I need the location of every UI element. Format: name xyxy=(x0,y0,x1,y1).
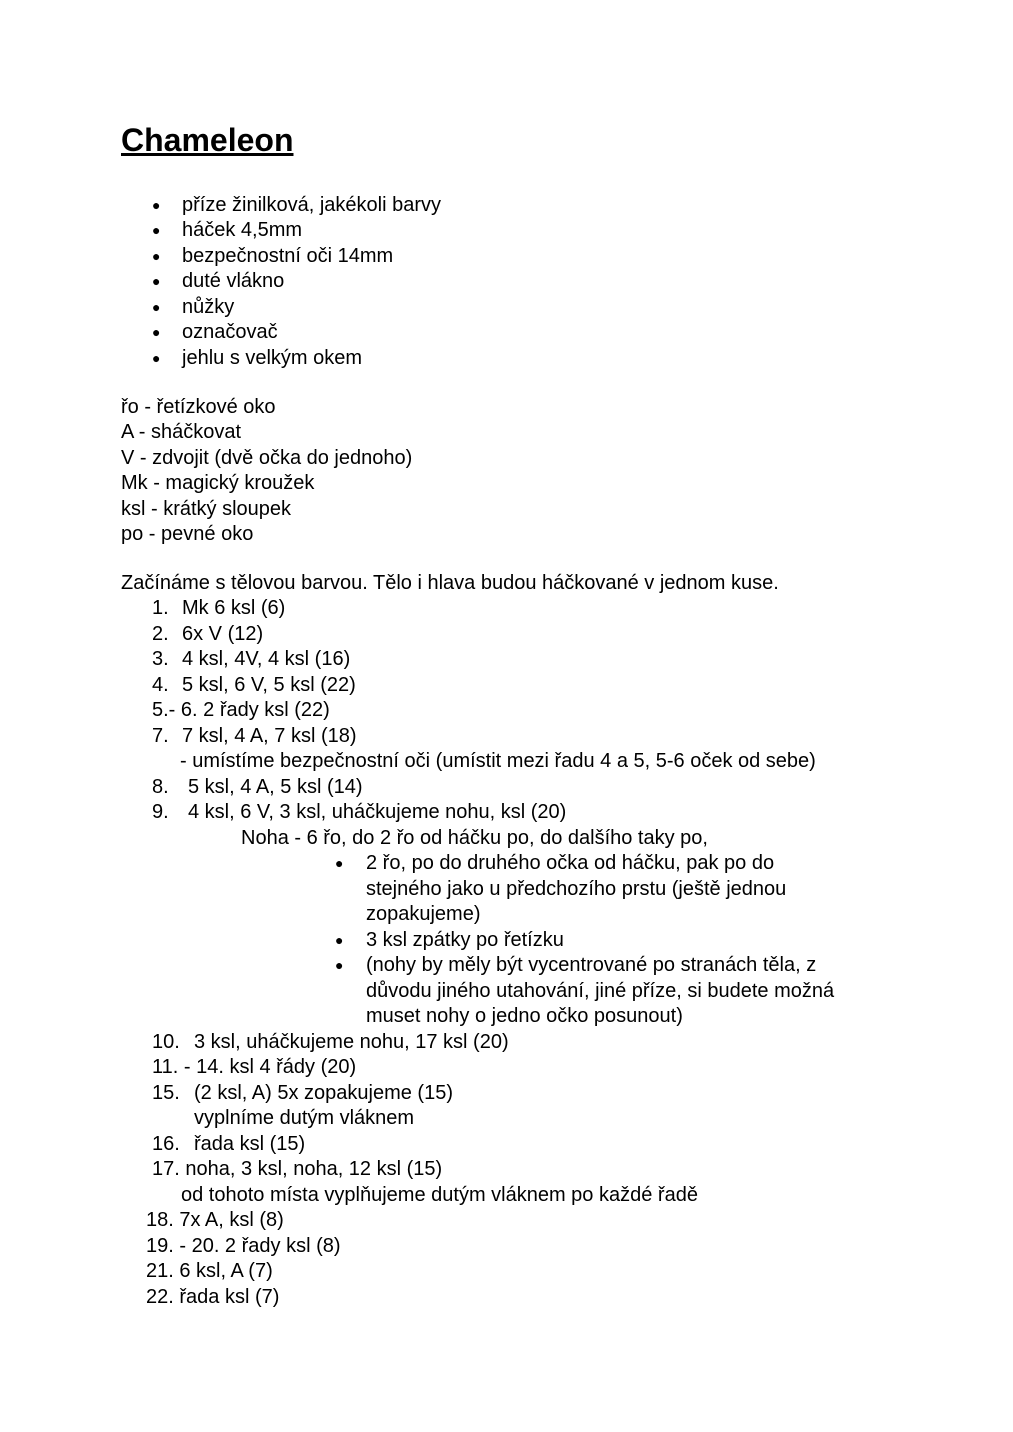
row-number: 8. xyxy=(152,776,169,798)
row-text: 21. 6 ksl, A (7) xyxy=(146,1260,273,1282)
leg-step: muset nohy o jedno očko posunout) xyxy=(366,1005,683,1027)
row-text: 5 ksl, 4 A, 5 ksl (14) xyxy=(188,776,363,798)
row-text: Mk 6 ksl (6) xyxy=(182,597,286,619)
materials-item: háček 4,5mm xyxy=(182,219,303,241)
row-note: vyplníme dutým vláknem xyxy=(194,1107,415,1129)
row-number: 15. xyxy=(152,1082,180,1104)
row-text: 17. noha, 3 ksl, noha, 12 ksl (15) xyxy=(152,1158,443,1180)
abbreviation-item: V - zdvojit (dvě očka do jednoho) xyxy=(121,447,413,469)
leg-step: 3 ksl zpátky po řetízku xyxy=(366,929,564,951)
row-number: 16. xyxy=(152,1133,180,1155)
materials-item: jehlu s velkým okem xyxy=(182,347,363,369)
row-text: 22. řada ksl (7) xyxy=(146,1286,280,1308)
row-text: 18. 7x A, ksl (8) xyxy=(146,1209,284,1231)
abbreviation-item: Mk - magický kroužek xyxy=(121,472,315,494)
bullet-icon: ● xyxy=(152,248,161,264)
bullet-icon: ● xyxy=(335,932,344,948)
row-text: 7 ksl, 4 A, 7 ksl (18) xyxy=(182,725,357,747)
row-text: 19. - 20. 2 řady ksl (8) xyxy=(146,1235,341,1257)
row-text: 4 ksl, 4V, 4 ksl (16) xyxy=(182,648,351,670)
intro-paragraph: Začínáme s tělovou barvou. Tělo i hlava budou háčkované v jednom kuse. xyxy=(121,572,779,594)
row-number: 2. xyxy=(152,623,169,645)
abbreviation-item: řo - řetízkové oko xyxy=(121,396,276,418)
row-note: - umístíme bezpečnostní oči (umístit mezi řadu 4 a 5, 5-6 oček od sebe) xyxy=(180,750,816,772)
materials-item: bezpečnostní oči 14mm xyxy=(182,245,394,267)
leg-instructions: Noha - 6 řo, do 2 řo od háčku po, do dalšího taky po, xyxy=(241,827,708,849)
row-number: 1. xyxy=(152,597,169,619)
leg-step: 2 řo, po do druhého očka od háčku, pak po do xyxy=(366,852,775,874)
row-text: 3 ksl, uháčkujeme nohu, 17 ksl (20) xyxy=(194,1031,509,1053)
row-text: 11. - 14. ksl 4 řády (20) xyxy=(152,1056,357,1078)
leg-step: (nohy by měly být vycentrované po stranách těla, z xyxy=(366,954,817,976)
abbreviation-item: ksl - krátký sloupek xyxy=(121,498,292,520)
leg-step: stejného jako u předchozího prstu (ještě jednou xyxy=(366,878,787,900)
abbreviation-item: po - pevné oko xyxy=(121,523,254,545)
row-note: od tohoto místa vyplňujeme dutým vláknem po každé řadě xyxy=(181,1184,698,1206)
bullet-icon: ● xyxy=(152,273,161,289)
bullet-icon: ● xyxy=(152,324,161,340)
row-text: (2 ksl, A) 5x zopakujeme (15) xyxy=(194,1082,453,1104)
row-text: 6x V (12) xyxy=(182,623,264,645)
row-number: 9. xyxy=(152,801,169,823)
materials-item: označovač xyxy=(182,321,278,343)
abbreviation-item: A - sháčkovat xyxy=(121,421,242,443)
row-text: 5 ksl, 6 V, 5 ksl (22) xyxy=(182,674,356,696)
document-title: Chameleon xyxy=(121,122,294,158)
row-text: 4 ksl, 6 V, 3 ksl, uháčkujeme nohu, ksl (20) xyxy=(188,801,567,823)
materials-item: duté vlákno xyxy=(182,270,285,292)
bullet-icon: ● xyxy=(152,350,161,366)
materials-item: příze žinilková, jakékoli barvy xyxy=(182,194,441,216)
bullet-icon: ● xyxy=(152,222,161,238)
row-number: 3. xyxy=(152,648,169,670)
bullet-icon: ● xyxy=(152,299,161,315)
bullet-icon: ● xyxy=(335,957,344,973)
bullet-icon: ● xyxy=(152,197,161,213)
bullet-icon: ● xyxy=(335,855,344,871)
row-number: 4. xyxy=(152,674,169,696)
row-number: 7. xyxy=(152,725,169,747)
materials-item: nůžky xyxy=(182,296,235,318)
leg-step: důvodu jiného utahování, jiné příze, si budete možná xyxy=(366,980,835,1002)
leg-step: zopakujeme) xyxy=(366,903,481,925)
row-text: 5.- 6. 2 řady ksl (22) xyxy=(152,699,330,721)
row-text: řada ksl (15) xyxy=(194,1133,306,1155)
row-number: 10. xyxy=(152,1031,180,1053)
